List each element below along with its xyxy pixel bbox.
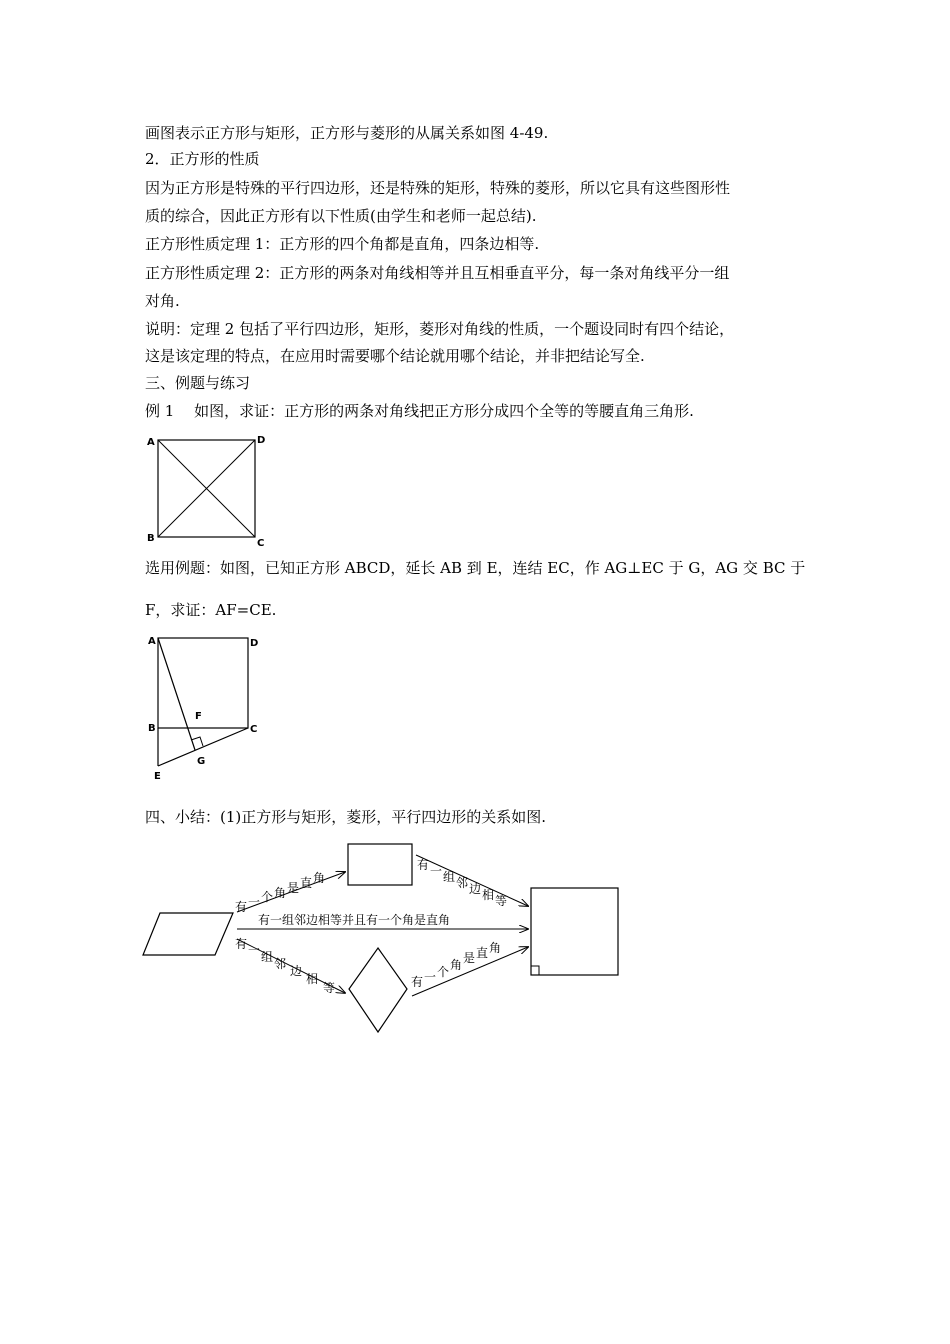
square-shape: [531, 888, 618, 975]
label-bottom-right-6: 角: [489, 941, 502, 955]
label-bottom-left-1: 一: [248, 943, 261, 957]
label-c: C: [257, 538, 265, 548]
theorem-2: 正方形性质定理 2：正方形的两条对角线相等并且互相垂直平分，每一条对角线平分一组: [145, 264, 730, 282]
label-bottom-right-1: 一: [424, 970, 437, 984]
label-top-left-1: 一: [248, 895, 261, 909]
note-line-1: 说明：定理 2 包括了平行四边形，矩形，菱形对角线的性质，一个题设同时有四个结论，: [145, 320, 735, 338]
label-bottom-right-4: 是: [463, 951, 476, 965]
label-e: E: [154, 771, 161, 782]
summary-line: 四、小结：(1)正方形与矩形，菱形，平行四边形的关系如图.: [145, 808, 547, 826]
selected-example-line-1: 选用例题：如图，已知正方形 ABCD，延长 AB 到 E，连结 EC，作 AG⊥EC 于 G，AG 交 BC 于: [145, 559, 806, 577]
figure-square-diagonals: [140, 430, 270, 548]
label-top-right-1: 一: [430, 864, 443, 878]
label-top-left-4: 是: [287, 881, 300, 895]
label-top-right-3: 邻: [456, 876, 469, 890]
theorem-2-cont: 对角.: [145, 292, 180, 310]
section-heading-examples: 三、例题与练习: [145, 374, 251, 392]
label-a: A: [148, 636, 156, 647]
label-a: A: [147, 437, 155, 448]
rectangle-shape: [348, 844, 412, 885]
figure-square-extension: [140, 628, 270, 788]
rhombus-shape: [349, 948, 407, 1032]
label-top-left-3: 角: [274, 886, 287, 900]
label-top-right-0: 有: [417, 858, 430, 872]
label-d: D: [257, 435, 266, 446]
label-top-left-5: 直: [300, 876, 313, 890]
label-middle: 有一组邻边相等并且有一个角是直角: [258, 913, 451, 927]
label-top-right-6: 等: [495, 894, 508, 908]
label-bottom-left-6: 等: [323, 981, 336, 995]
label-bottom-left-5: 相: [306, 972, 319, 986]
label-bottom-right-5: 直: [476, 946, 489, 960]
note-line-2: 这是该定理的特点，在应用时需要哪个结论就用哪个结论，并非把结论写全.: [145, 347, 645, 365]
label-b: B: [148, 723, 156, 734]
label-bottom-right-2: 个: [437, 965, 450, 979]
theorem-1: 正方形性质定理 1：正方形的四个角都是直角，四条边相等.: [145, 235, 540, 253]
label-top-right-2: 组: [443, 870, 456, 884]
label-bottom-left-2: 组: [261, 950, 274, 964]
label-c: C: [250, 724, 258, 735]
label-g: G: [197, 756, 206, 767]
label-top-left-2: 个: [261, 890, 274, 904]
label-b: B: [147, 533, 155, 544]
text-line-4: 质的综合，因此正方形有以下性质(由学生和老师一起总结).: [145, 207, 537, 225]
label-top-right-5: 相: [482, 888, 495, 902]
text-line-1: 画图表示正方形与矩形，正方形与菱形的从属关系如图 4-49.: [145, 124, 549, 142]
text-line-3: 因为正方形是特殊的平行四边形，还是特殊的矩形，特殊的菱形，所以它具有这些图形性: [145, 179, 731, 197]
parallelogram-shape: [143, 913, 233, 955]
label-d: D: [250, 638, 259, 649]
relationship-diagram: [140, 835, 630, 1040]
label-top-left-0: 有: [235, 900, 248, 914]
label-bottom-left-0: 有: [235, 937, 248, 951]
section-heading-properties: 2．正方形的性质: [145, 150, 260, 168]
label-bottom-left-4: 边: [290, 964, 303, 978]
label-bottom-right-3: 角: [450, 958, 463, 972]
label-f: F: [195, 711, 202, 722]
label-bottom-left-3: 邻: [274, 957, 287, 971]
selected-example-line-2: F，求证：AF=CE.: [145, 601, 277, 619]
label-top-right-4: 边: [469, 882, 482, 896]
example-1: 例 1 如图，求证：正方形的两条对角线把正方形分成四个全等的等腰直角三角形.: [145, 402, 694, 420]
label-top-left-6: 角: [313, 871, 326, 885]
label-bottom-right-0: 有: [411, 975, 424, 989]
